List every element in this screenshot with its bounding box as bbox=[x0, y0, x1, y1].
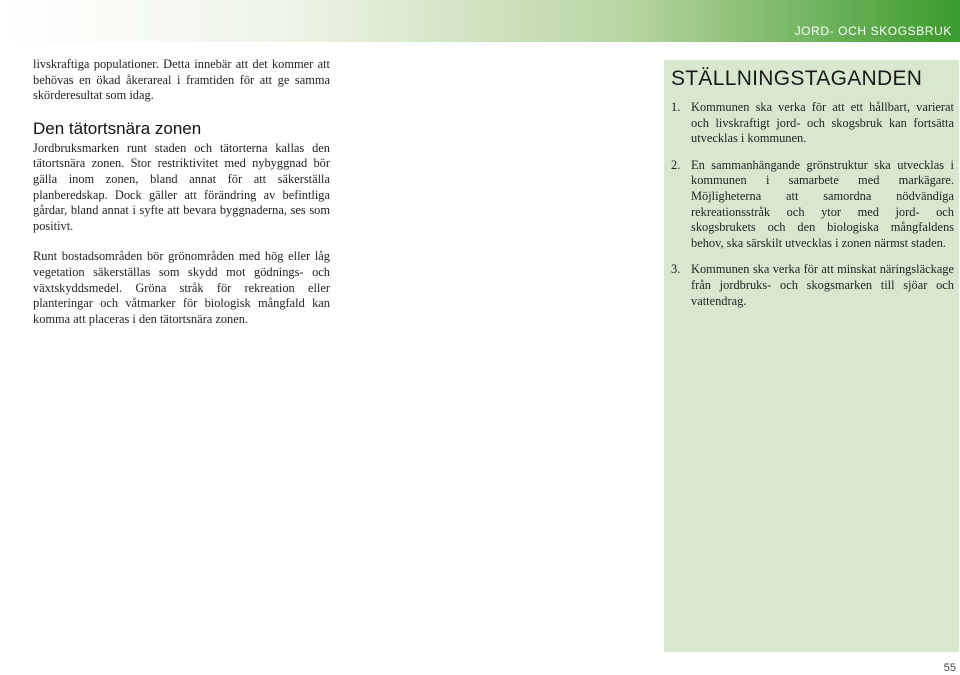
intro-paragraph: livskraftiga populationer. Detta innebär att det kommer att behövas en ökad åkerareal i framtiden för att ge samma skörderesultat som idag. bbox=[33, 57, 330, 103]
list-item bbox=[671, 262, 954, 309]
panel-title: STÄLLNINGSTAGANDEN bbox=[671, 67, 923, 90]
page-number: 55 bbox=[943, 662, 956, 674]
list-item-number: 3. bbox=[671, 262, 681, 277]
list-item bbox=[671, 158, 954, 252]
left-column bbox=[33, 57, 330, 342]
list-item-text: Kommunen ska verka för att minskat näringsläckage från jordbruks- och skogsmarken till sjöar och vattendrag. bbox=[691, 262, 954, 308]
stallningstaganden-panel bbox=[664, 60, 959, 652]
statement-list bbox=[671, 100, 954, 320]
section-label: JORD- OCH SKOGSBRUK bbox=[794, 24, 952, 38]
list-item-text: En sammanhängande grönstruktur ska utvecklas i kommunen i samarbete med markägare. Möjligheterna att samordna nödvändiga rekreationsstråk och ytor med jord- och skogsbrukets och den biologiska mångfaldens behov, ska särskilt utvecklas i zonen närmst staden. bbox=[691, 157, 954, 250]
header-bar bbox=[0, 0, 960, 42]
list-item-number: 2. bbox=[671, 157, 681, 172]
section-heading: Den tätortsnära zonen bbox=[33, 118, 202, 138]
body-paragraph-2: Runt bostadsområden bör grönområden med hög eller låg vegetation säkerställas som skydd mot gödnings- och växtskyddsmedel. Gröna stråk för rekreation eller planteringar och våtmarker för biologisk mångfald kan komma att placeras i den tätortsnära zonen. bbox=[33, 249, 330, 326]
body-paragraph-1: Jordbruksmarken runt staden och tätorterna kallas den tätortsnära zonen. Stor restriktivitet med nybyggnad bör gälla inom zonen, bland annat för att säkerställa planberedskap. Dock gäller att förändring av befintliga gårdar, bland annat i syfte att bevara byggnaderna, ses som positivt. bbox=[33, 140, 330, 233]
list-item-text: Kommunen ska verka för att ett hållbart, varierat och livskraftigt jord- och skogsbruk kan fortsätta utvecklas i kommunen. bbox=[691, 100, 954, 146]
list-item bbox=[671, 100, 954, 147]
list-item-number: 1. bbox=[671, 100, 681, 114]
